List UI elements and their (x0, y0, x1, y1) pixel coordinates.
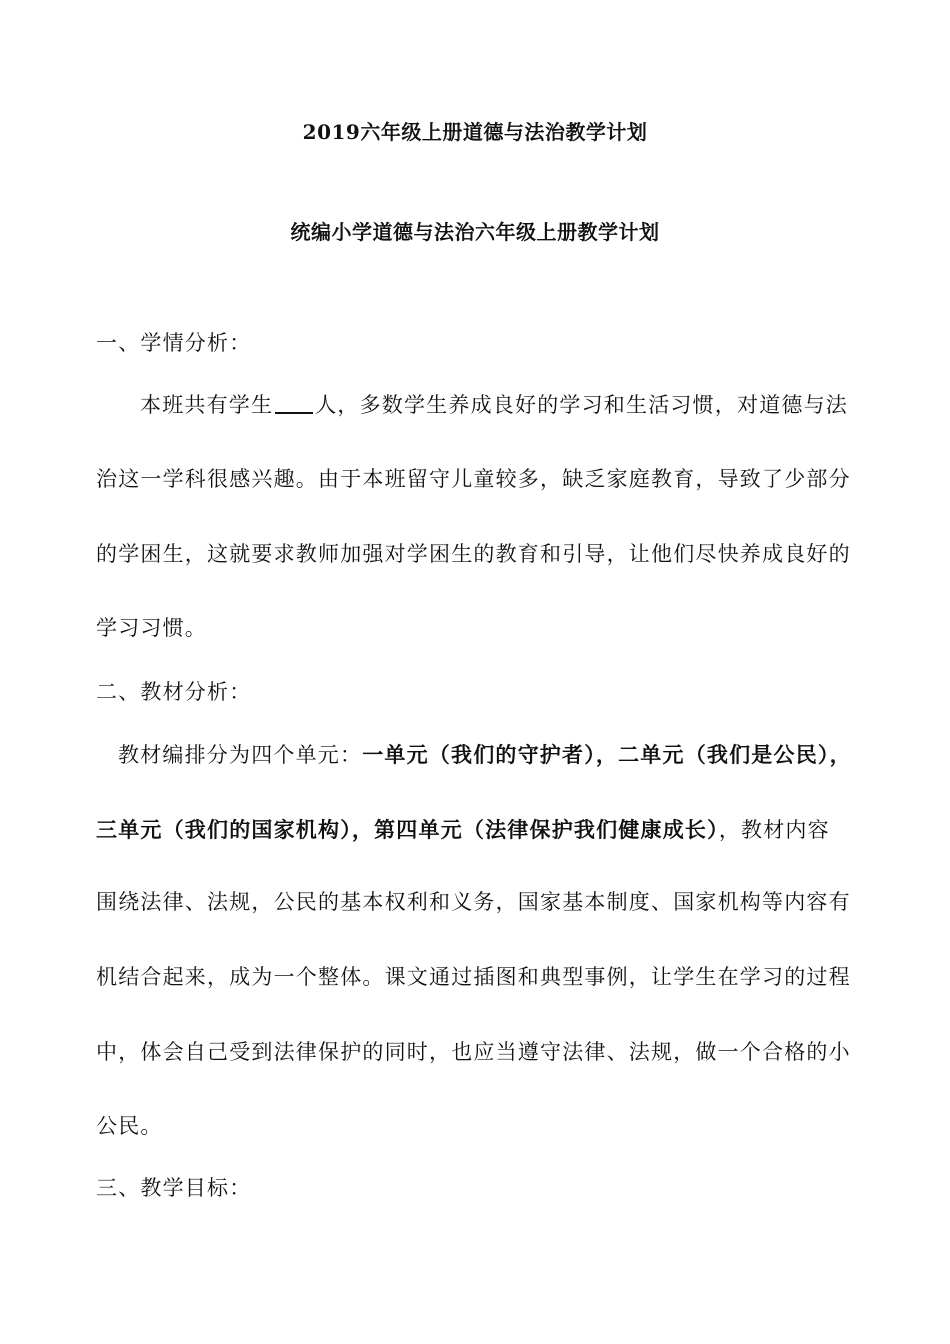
text-span: 人，多数学生养成良好的学习和生活习惯，对道德与法 (315, 393, 849, 417)
paragraph-line (96, 814, 866, 844)
paragraph-line: 机结合起来，成为一个整体。课文通过插图和典型事例，让学生在学习的过程 (96, 965, 851, 989)
bold-unit-list: 一单元（我们的守护者），二单元（我们是公民）， (362, 742, 852, 767)
paragraph-line (118, 739, 888, 769)
paragraph-line: 公民。 (96, 1114, 163, 1138)
section-heading-student-analysis: 一、学情分析： (96, 331, 252, 355)
section-heading-textbook-analysis: 二、教材分析： (96, 680, 252, 704)
paragraph-line (140, 389, 910, 419)
section-heading-teaching-goals: 三、教学目标： (96, 1176, 252, 1200)
document-title: 2019六年级上册道德与法治教学计划 (302, 120, 648, 144)
paragraph-line: 学习习惯。 (96, 616, 207, 640)
bold-unit-list: 三单元（我们的国家机构），第四单元（法律保护我们健康成长） (96, 817, 719, 842)
paragraph-line: 的学困生，这就要求教师加强对学困生的教育和引导，让他们尽快养成良好的 (96, 542, 851, 566)
text-span: 教材编排分为四个单元： (118, 743, 363, 767)
paragraph-line: 围绕法律、法规，公民的基本权利和义务，国家基本制度、国家机构等内容有 (96, 890, 851, 914)
paragraph-line: 中，体会自己受到法律保护的同时，也应当遵守法律、法规，做一个合格的小 (96, 1040, 851, 1064)
text-span: ，教材内容 (718, 818, 830, 842)
document-subtitle: 统编小学道德与法治六年级上册教学计划 (290, 220, 660, 244)
paragraph-line: 治这一学科很感兴趣。由于本班留守儿童较多，缺乏家庭教育，导致了少部分 (96, 467, 851, 491)
fill-in-blank (275, 392, 313, 414)
text-span: 本班共有学生 (140, 393, 274, 417)
